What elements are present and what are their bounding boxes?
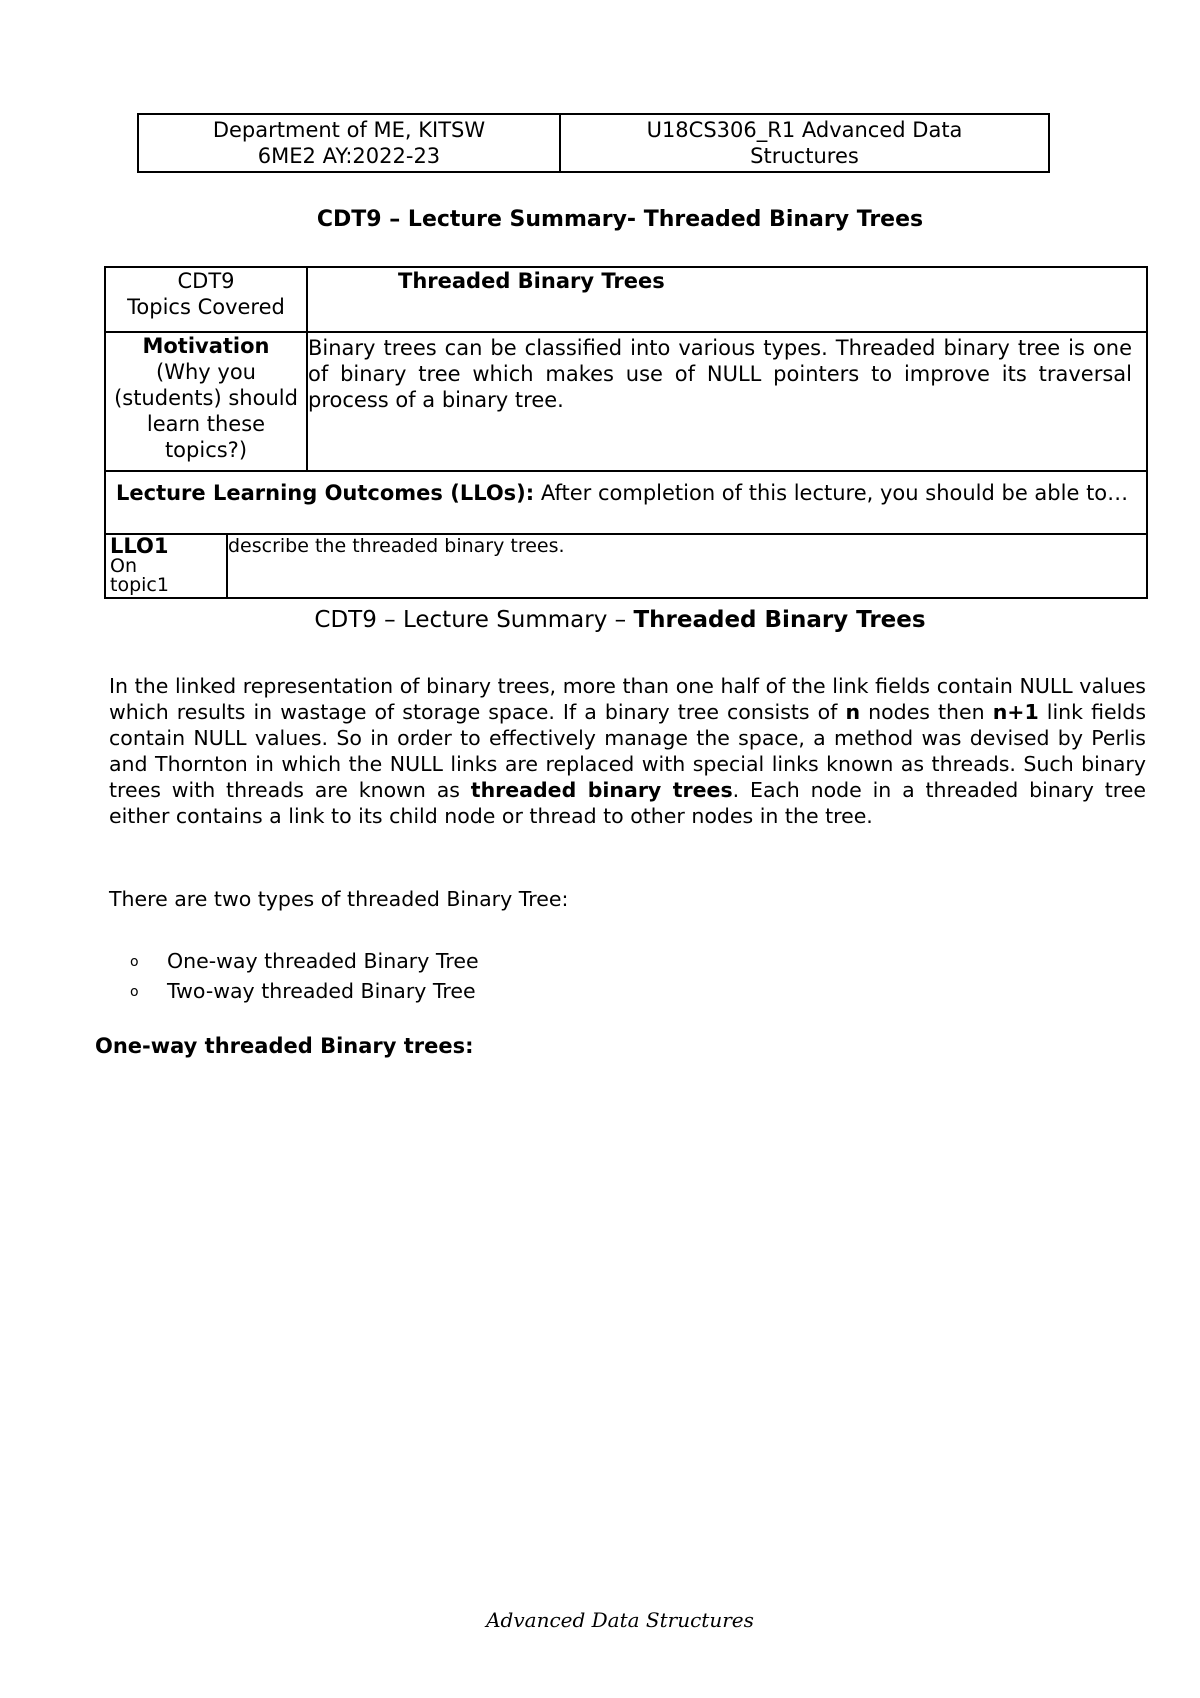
- topic-code: CDT9: [177, 269, 235, 293]
- llo-description-cell: [227, 534, 1147, 598]
- paragraph-term-threaded-binary-trees: threaded binary trees: [470, 778, 733, 802]
- list-item: [130, 946, 479, 976]
- llo-heading-text: After completion of this lecture, you should be able to…: [534, 481, 1129, 505]
- llo-heading-label: Lecture Learning Outcomes (LLOs):: [116, 481, 535, 505]
- topics-label-cell: [105, 267, 307, 332]
- summary-heading-topic: Threaded Binary Trees: [633, 607, 926, 633]
- academic-year: 6ME2 AY:2022-23: [257, 144, 441, 168]
- llo-topic-label: topic1: [110, 574, 169, 596]
- intro-paragraph: [109, 673, 1146, 829]
- motivation-label: Motivation: [142, 334, 270, 358]
- list-item-text: Two-way threaded Binary Tree: [167, 979, 476, 1003]
- list-item-text: One-way threaded Binary Tree: [167, 949, 479, 973]
- motivation-question: (Why you (students) should learn these topics?): [114, 360, 298, 462]
- paragraph-text-1: In the linked representation of binary trees, more than one half of the link fields contain NULL values which results in wastage of storage space. If a binary tree consists of: [109, 674, 1146, 724]
- course-code-line: U18CS306_R1 Advanced Data: [646, 118, 963, 142]
- llo-heading-cell: [105, 471, 1147, 534]
- summary-heading: [0, 607, 1200, 633]
- llo-on-label: On: [110, 555, 137, 577]
- bullet-icon: o: [130, 954, 139, 970]
- topic-title: Threaded Binary Trees: [398, 269, 665, 293]
- list-item: [130, 976, 479, 1006]
- section-heading-one-way: One-way threaded Binary trees:: [95, 1034, 474, 1058]
- llo-code: LLO1: [110, 534, 169, 558]
- paragraph-term-n: n: [845, 700, 861, 724]
- llo-description: describe the threaded binary trees.: [228, 535, 565, 557]
- paragraph-text-4: . Each node in a threaded binary tree either contains a link to its child node or thread to other nodes in the tree.: [109, 778, 1146, 828]
- topics-title-cell: [307, 267, 1147, 332]
- department-name: Department of ME, KITSW: [212, 118, 486, 142]
- types-intro: There are two types of threaded Binary Tree:: [109, 887, 569, 911]
- llo-table: [104, 470, 1148, 599]
- header-table: [137, 113, 1050, 173]
- motivation-text-cell: [307, 332, 1147, 471]
- page-footer: Advanced Data Structures: [486, 1608, 754, 1632]
- types-list: [130, 946, 479, 1006]
- llo-code-cell: [105, 534, 227, 598]
- course-cell: [560, 114, 1049, 172]
- paragraph-text-2: nodes then: [860, 700, 993, 724]
- topics-table: [104, 266, 1148, 472]
- course-name-line: Structures: [750, 144, 859, 168]
- topics-covered-label: Topics Covered: [127, 295, 285, 319]
- department-cell: [138, 114, 560, 172]
- paragraph-text-3: link fields contain NULL values. So in order to effectively manage the space, a method was devised by Perlis and Thornton in which the NULL links are replaced with special links known as threads. Such binary trees with threads are known as: [109, 700, 1146, 802]
- bullet-icon: o: [130, 984, 139, 1000]
- lecture-summary-title: CDT9 – Lecture Summary- Threaded Binary Trees: [316, 207, 924, 232]
- paragraph-term-n-plus-1: n+1: [992, 700, 1039, 724]
- motivation-label-cell: [105, 332, 307, 471]
- motivation-text: Binary trees can be classified into various types. Threaded binary tree is one of binary tree which makes use of NULL pointers to improve its traversal process of a binary tree.: [308, 336, 1132, 412]
- summary-heading-prefix: CDT9 – Lecture Summary –: [314, 607, 634, 633]
